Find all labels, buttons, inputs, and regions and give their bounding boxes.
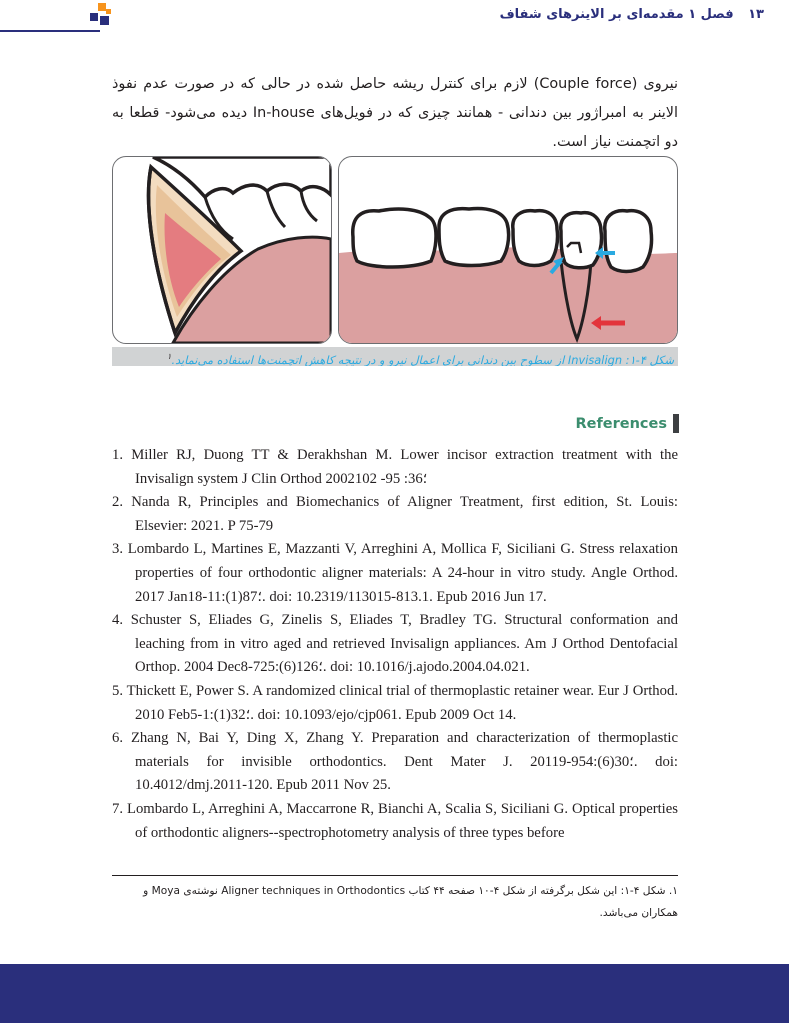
chapter-title: فصل ۱ مقدمه‌ای بر الاینرهای شفاف [499, 7, 734, 22]
references-list [112, 444, 678, 845]
header-rule [0, 30, 100, 32]
figure-caption [112, 347, 678, 366]
figure-panel-cross-section [112, 156, 332, 344]
figure-panel-buccal-view [338, 156, 678, 344]
caption-text: شکل ۴-۱: Invisalign از سطوح بین دندانی برای اعمال نیرو و در نتیجه کاهش اتچمنت‌ها استفاده می‌نماید. [171, 352, 674, 366]
heading-bar-icon [673, 414, 679, 433]
reference-item: 2. Nanda R, Principles and Biomechanics of Aligner Treatment, first edition, St. Louis: Elsevier: 2021. P 75-79 [112, 494, 678, 534]
page-header [0, 0, 789, 32]
reference-item: 5. Thickett E, Power S. A randomized clinical trial of thermoplastic retainer wear. Eur J Orthod. 2010 Feb؛32(1):1-5. doi: 10.1093/ejo/cjp061. Epub 2009 Oct 14. [112, 682, 678, 723]
page-footer-band [0, 964, 789, 1023]
intro-paragraph: نیروی (Couple force) لازم برای کنترل ریشه حاصل شده در حالی که در صورت عدم نفوذ الاینر به امبراژور بین دندانی - همانند چیزی که در فویل‌های In-house دیده می‌شود- قطعا به دو اتچمنت نیاز است. [112, 76, 678, 151]
reference-item: 7. Lombardo L, Arreghini A, Maccarrone R, Bianchi A, Scalia S, Siciliani G. Optical properties of orthodontic aligners--spectrophotometry analysis of three types before [112, 800, 678, 841]
footnote: ۱. شکل ۴-۱: این شکل برگرفته از شکل ۴-۱۰ صفحه ۴۴ کتاب Aligner techniques in Orthodontics نوشته‌ی Moya و همکاران می‌باشد. [143, 885, 678, 919]
footnote-marker: ۱ [167, 352, 172, 361]
decorative-squares-icon [88, 3, 112, 27]
reference-item: 4. Schuster S, Eliades G, Zinelis S, Eliades T, Bradley TG. Structural conformation and leaching from in vitro aged and retrieved Invisalign appliances. Am J Orthod Dentofacial Orthop. 2004 Dec؛126(6):725-8. doi: 10.1016/j.ajodo.2004.04.021. [112, 612, 678, 676]
footnote-rule [112, 875, 678, 876]
reference-item: 1. Miller RJ, Duong TT & Derakhshan M. Lower incisor extraction treatment with the Invisalign system J Clin Orthod 2002؛36: 95- 102 [112, 447, 678, 487]
reference-item: 6. Zhang N, Bai Y, Ding X, Zhang Y. Preparation and characterization of thermoplastic materials for invisible orthodontics. Dent Mater J. 2011؛30(6):954-9. doi: 10.4012/dmj.2011-120. Epub 2011 Nov 25. [112, 730, 679, 794]
buccal-teeth-illustration [339, 157, 677, 343]
running-header [500, 7, 764, 22]
reference-item: 3. Lombardo L, Martines E, Mazzanti V, Arreghini A, Mollica F, Siciliani G. Stress relaxation properties of four orthodontic aligner materials: A 24-hour in vitro study. Angle Orthod. 2017 Jan؛87(1):11-18. doi: 10.2319/113015-813.1. Epub 2016 Jun 17. [112, 541, 678, 605]
references-heading-label: References [575, 415, 667, 432]
page-number: ۱۳ [748, 7, 764, 22]
tooth-cross-section-illustration [113, 157, 331, 343]
references-heading [575, 414, 679, 433]
